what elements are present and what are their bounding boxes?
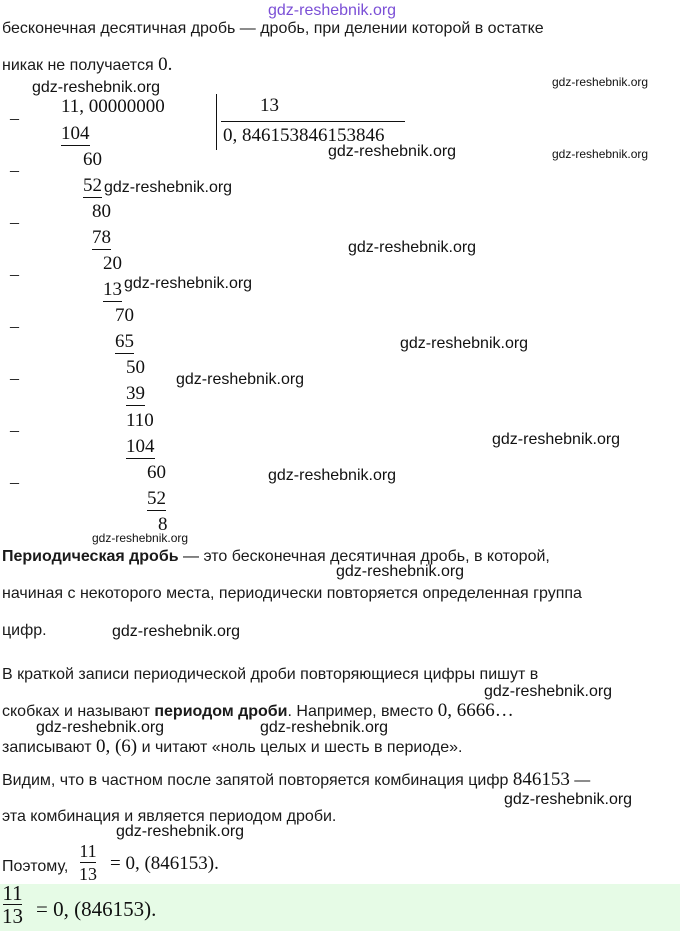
notation-line-3 <box>2 737 462 758</box>
definition-line-2: начиная с некоторого места, периодически повторяется определенная группа <box>2 585 582 602</box>
fraction-denominator: 13 <box>79 864 97 884</box>
observation-line-1 <box>2 770 590 791</box>
example-decimal: 0, 6666… <box>437 700 514 721</box>
watermark: gdz-reshebnik.org <box>552 75 649 89</box>
observation-line-1-a: Видим, что в частном после запятой повторяется комбинация цифр <box>2 772 513 789</box>
intro-zero: 0. <box>158 54 173 75</box>
watermark: gdz-reshebnik.org <box>492 431 621 448</box>
division-horizontal-line <box>221 121 405 122</box>
watermark: gdz-reshebnik.org <box>260 719 389 736</box>
watermark: gdz-reshebnik.org <box>552 147 649 161</box>
watermark: gdz-reshebnik.org <box>484 683 613 700</box>
intro-line-2 <box>2 55 172 76</box>
minus-sign: – <box>10 108 19 128</box>
division-step: 50 <box>126 357 145 378</box>
division-step: 20 <box>103 253 122 274</box>
watermark: gdz-reshebnik.org <box>104 179 233 196</box>
intro-line-1: бесконечная десятичная дробь — дробь, при делении которой в остатке <box>2 20 544 37</box>
watermark: gdz-reshebnik.org <box>336 563 465 580</box>
definition-line-3: цифр. <box>2 622 47 639</box>
period-digits: 846153 <box>512 769 570 790</box>
watermark: gdz-reshebnik.org <box>328 143 457 160</box>
minus-sign: – <box>10 264 19 284</box>
minus-sign: – <box>10 368 19 388</box>
notation-line-2-a: скобках и называют <box>2 703 155 720</box>
division-remainder: 8 <box>158 514 168 535</box>
fraction-numerator: 11 <box>79 841 97 861</box>
fraction-denominator: 13 <box>2 904 23 928</box>
watermark: gdz-reshebnik.org <box>32 79 161 96</box>
conclusion-fraction <box>79 840 97 885</box>
definition-term: Периодическая дробь <box>2 548 179 565</box>
division-step: 52 <box>83 175 102 196</box>
division-step: 110 <box>126 410 154 431</box>
watermark: gdz-reshebnik.org <box>348 239 477 256</box>
division-step: 78 <box>92 227 111 248</box>
division-step: 13 <box>103 279 122 300</box>
division-step: 80 <box>92 201 111 222</box>
divisor: 13 <box>260 95 279 116</box>
minus-sign: – <box>10 472 19 492</box>
definition-line-1 <box>2 547 550 567</box>
example-periodic: 0, (6) <box>95 736 138 757</box>
minus-sign: – <box>10 316 19 336</box>
watermark: gdz-reshebnik.org <box>116 823 245 840</box>
division-step: 104 <box>126 436 155 457</box>
watermark: gdz-reshebnik.org <box>112 623 241 640</box>
answer-result: = 0, (846153). <box>36 897 157 921</box>
notation-line-3-b: и читают «ноль целых и шесть в периоде». <box>137 739 463 756</box>
answer-fraction <box>2 882 23 927</box>
division-step: 70 <box>115 305 134 326</box>
division-step: 60 <box>83 149 102 170</box>
division-step: 39 <box>126 383 145 404</box>
watermark: gdz-reshebnik.org <box>268 467 397 484</box>
division-vertical-line <box>216 94 217 150</box>
observation-line-2: эта комбинация и является периодом дроби. <box>2 808 337 825</box>
division-step: 52 <box>147 488 166 509</box>
watermark: gdz-reshebnik.org <box>176 371 305 388</box>
watermark: gdz-reshebnik.org <box>400 335 529 352</box>
watermark-top: gdz-reshebnik.org <box>268 2 397 19</box>
division-step: 60 <box>147 462 166 483</box>
watermark: gdz-reshebnik.org <box>504 791 633 808</box>
observation-line-1-b: — <box>569 772 591 789</box>
watermark: gdz-reshebnik.org <box>92 531 189 545</box>
watermark: gdz-reshebnik.org <box>124 275 253 292</box>
notation-line-1: В краткой записи периодической дроби повторяющиеся цифры пишут в <box>2 666 539 683</box>
minus-sign: – <box>10 212 19 232</box>
minus-sign: – <box>10 160 19 180</box>
division-step: 65 <box>115 331 134 352</box>
fraction-numerator: 11 <box>2 881 23 905</box>
conclusion-prefix: Поэтому, <box>2 858 69 875</box>
dividend: 11, 00000000 <box>61 96 165 117</box>
quotient: 0, 846153846153846 <box>223 125 385 146</box>
definition-rest: — это бесконечная десятичная дробь, в которой, <box>178 548 550 565</box>
notation-line-2-b: . Например, вместо <box>287 703 438 720</box>
watermark: gdz-reshebnik.org <box>36 719 165 736</box>
minus-sign: – <box>10 420 19 440</box>
period-term: периодом дроби <box>154 703 288 720</box>
division-step: 104 <box>61 123 90 144</box>
conclusion-result: = 0, (846153). <box>110 853 219 874</box>
intro-line-2-text: никак не получается <box>2 57 159 74</box>
notation-line-3-a: записывают <box>2 739 96 756</box>
